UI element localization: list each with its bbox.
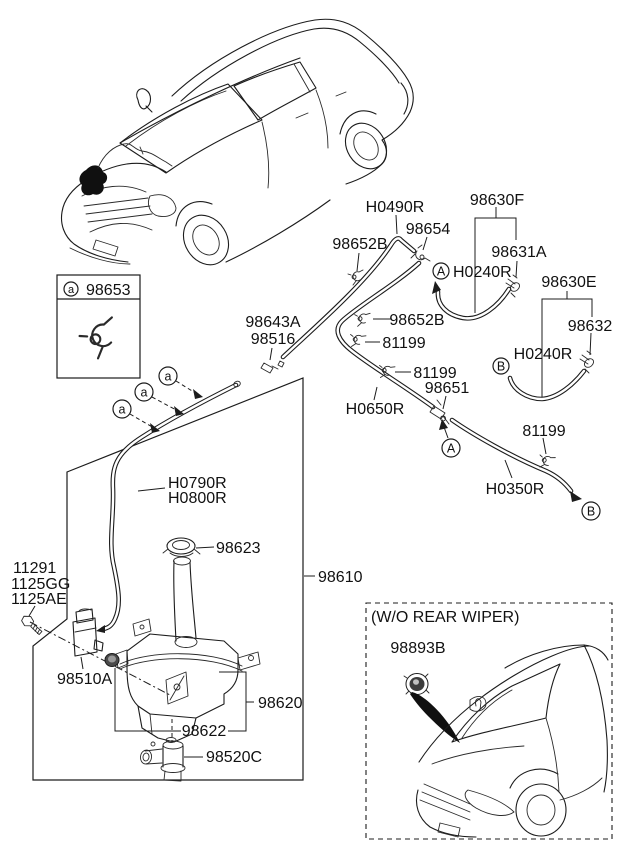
label-98516: 98516 — [250, 331, 296, 348]
washer-pump — [73, 609, 103, 656]
label-h0240r-b: H0240R — [513, 346, 573, 363]
callout-a-letter: a — [67, 284, 75, 296]
label-98652b-top: 98652B — [332, 236, 388, 253]
label-11291: 11291 — [13, 560, 57, 577]
connector-98643a-icon — [261, 361, 284, 373]
label-h0790r: H0790R — [168, 475, 227, 492]
callout-a-1-letter: a — [164, 369, 172, 384]
reservoir-assembly-box — [33, 378, 303, 780]
label-98630f: 98630F — [469, 192, 525, 209]
label-98520c: 98520C — [206, 749, 263, 766]
label-98632: 98632 — [567, 318, 613, 335]
bolt-icon — [20, 614, 46, 635]
label-98623: 98623 — [216, 540, 261, 557]
label-98652b-mid: 98652B — [389, 312, 445, 329]
label-98643a: 98643A — [245, 314, 301, 331]
wo-rear-wiper-inset — [366, 603, 612, 839]
label-wo-rear-wiper: (W/O REAR WIPER) — [371, 609, 520, 626]
hose-h0240r-a — [438, 289, 509, 318]
label-h0650r: H0650R — [345, 401, 405, 418]
callout-A-top-letter: A — [436, 264, 446, 279]
front-wheel — [174, 207, 237, 273]
label-h0350r: H0350R — [485, 481, 545, 498]
callout-B-top-letter: B — [496, 359, 506, 374]
label-h0800r: H0800R — [168, 490, 227, 507]
hose-end-tip — [96, 625, 105, 633]
washer-reservoir — [116, 538, 260, 743]
label-81199-3: 81199 — [522, 423, 566, 440]
label-98510a: 98510A — [57, 671, 113, 688]
label-81199-1: 81199 — [382, 335, 426, 352]
label-98630e: 98630E — [541, 274, 597, 291]
callout-A-mid-letter: A — [446, 441, 456, 456]
label-h0490r: H0490R — [365, 199, 425, 216]
washer-reservoir-highlight — [79, 165, 107, 195]
label-98631a: 98631A — [491, 244, 547, 261]
label-98620: 98620 — [258, 695, 303, 712]
label-1125gg: 1125GG — [11, 576, 71, 593]
label-98654: 98654 — [405, 221, 451, 238]
part-label-98653: 98653 — [86, 282, 131, 299]
label-1125ae: 1125AE — [11, 591, 67, 608]
hose-h0240r-b — [510, 371, 584, 399]
tee-98651-icon — [430, 400, 449, 424]
label-98893b: 98893B — [390, 640, 446, 657]
hose-clip-icon — [77, 317, 121, 361]
reservoir-cap — [163, 538, 200, 556]
clip-98652b-mid-icon — [353, 311, 370, 328]
part-label-98610: 98610 — [318, 569, 363, 586]
rear-wheel — [337, 116, 395, 177]
clip-inset-box — [57, 275, 140, 378]
washer-motor — [140, 741, 185, 781]
label-81199-2: 81199 — [413, 365, 457, 382]
hose-h0790r — [103, 385, 236, 629]
label-98622: 98622 — [181, 723, 227, 740]
callout-B-bottom-letter: B — [586, 504, 596, 519]
callout-a-2-letter: a — [140, 385, 148, 400]
hood-hose-routing — [98, 144, 172, 168]
pump-grommet — [105, 654, 119, 667]
arrow-to-B — [570, 491, 582, 502]
callout-a-3-letter: a — [118, 402, 126, 417]
label-h0240r-a: H0240R — [453, 264, 512, 281]
side-mirror — [137, 89, 152, 112]
label-98651: 98651 — [424, 380, 470, 397]
